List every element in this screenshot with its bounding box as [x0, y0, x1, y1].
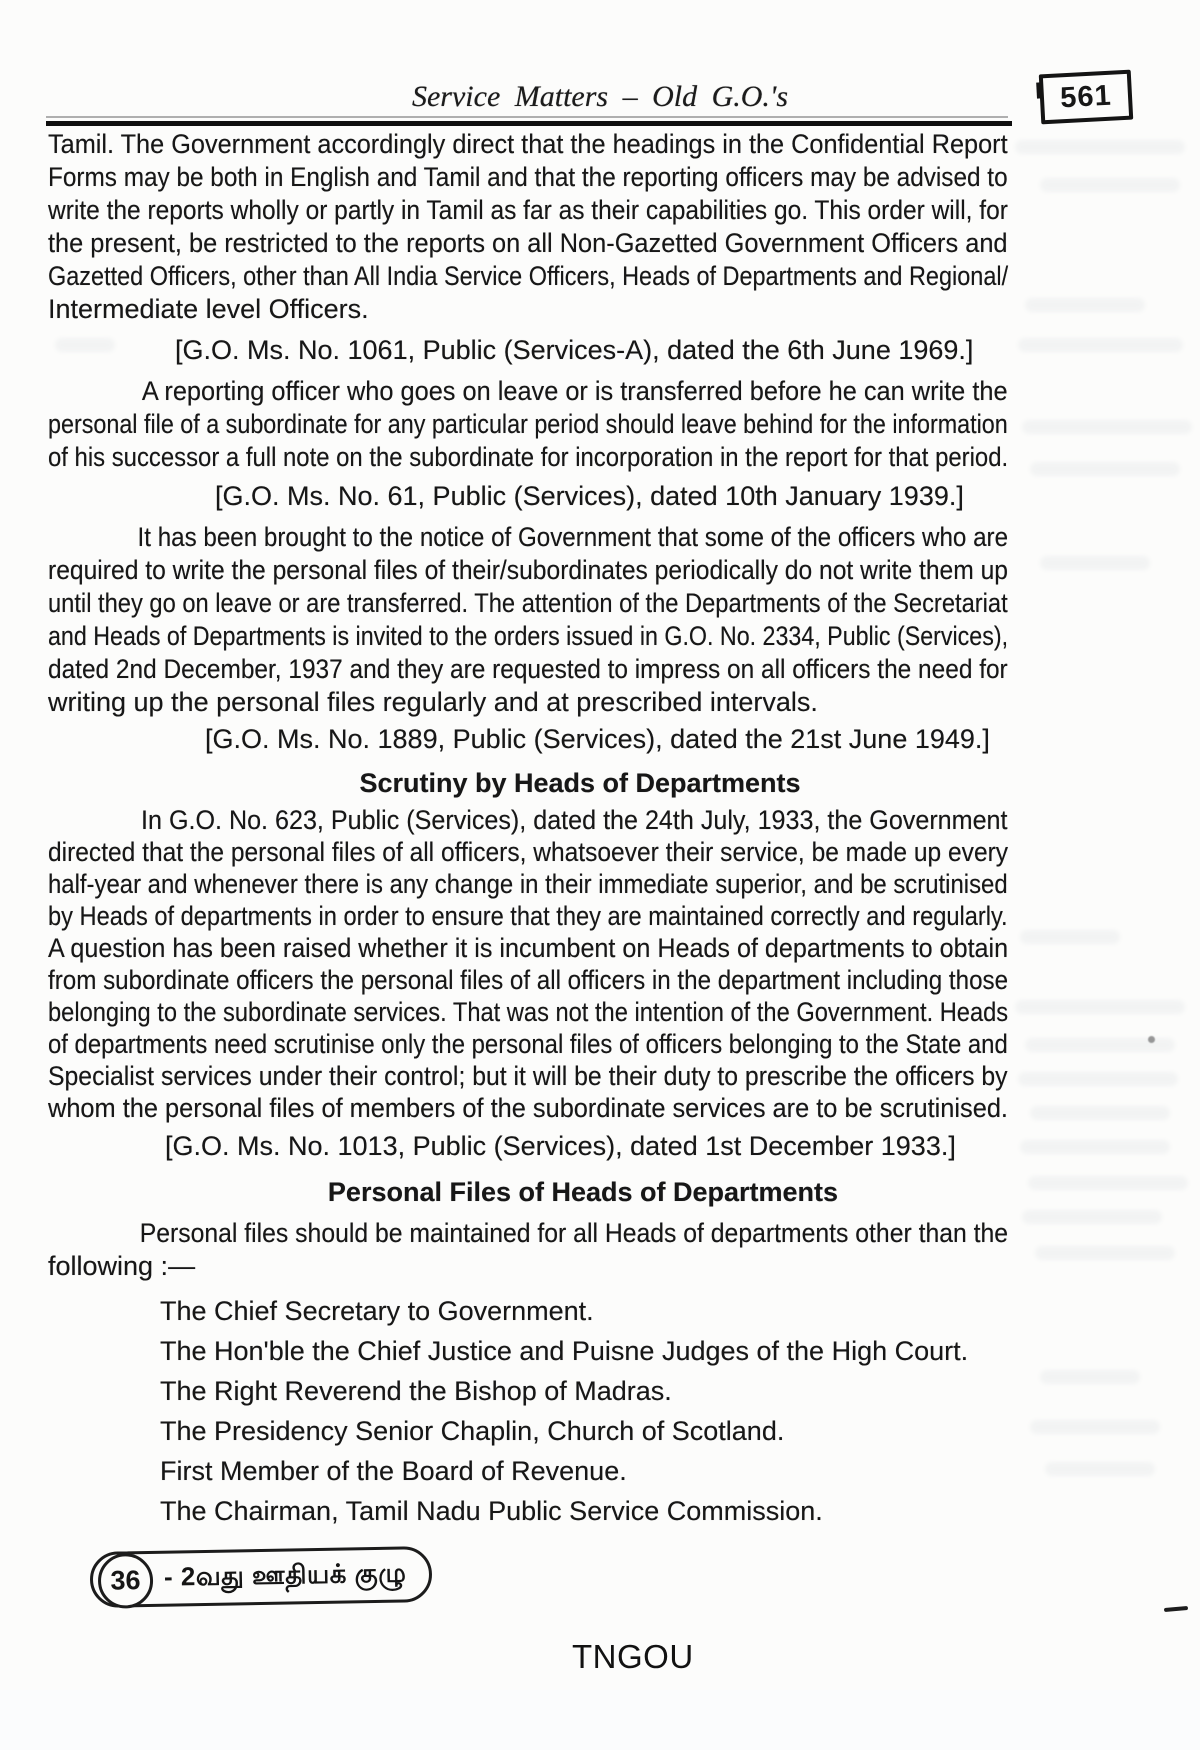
scan-artifact: [1025, 298, 1145, 312]
scan-artifact: [1040, 178, 1180, 192]
list-item-senior-chaplin: The Presidency Senior Chaplin, Church of Scotland.: [160, 1416, 785, 1446]
scan-artifact: [1018, 1072, 1178, 1086]
scan-artifact: [1148, 1036, 1155, 1043]
scan-artifact: [1020, 1140, 1170, 1154]
page-title: Service Matters – Old G.O.'s: [411, 80, 789, 113]
header-rule: [46, 121, 1012, 126]
list-item-chief-justice: The Hon'ble the Chief Justice and Puisne Judges of the High Court.: [160, 1336, 969, 1366]
scan-artifact: [1030, 1420, 1160, 1434]
scan-artifact: [1015, 140, 1185, 154]
go-citation-1889: [G.O. Ms. No. 1889, Public (Services), dated the 21st June 1949.]: [205, 724, 990, 754]
scan-artifact: [1035, 1246, 1175, 1260]
page-number-stamp: [1039, 70, 1133, 125]
go-citation-1061: [G.O. Ms. No. 1061, Public (Services-A), dated the 6th June 1969.]: [175, 335, 974, 365]
paragraph-maintained-for-all: Personal files should be maintained for all Heads of departments other than the following :—: [48, 1218, 1009, 1281]
list-item-chief-secretary: The Chief Secretary to Government.: [160, 1296, 594, 1326]
section-heading-personal-files: Personal Files of Heads of Departments: [327, 1177, 839, 1207]
paragraph-tamil-reports: Tamil. The Government accordingly direct that the headings in the Confidential Report Forms may be both in English and Tamil and that the reporting officers may be advised to write the reports wholly or partly in Tamil as far as their capabilities go. This order will, for the present, be restricted to the reports on all Non-Gazetted Government Officers and Gazetted Officers, other than All India Service Officers, Heads of Departments and Regional/ Intermediate level Officers.: [48, 129, 1009, 324]
margin-dash-mark: [1164, 1606, 1188, 1612]
scan-artifact: [1020, 930, 1120, 944]
scan-artifact: [1045, 1462, 1155, 1476]
pay-commission-stamp: [90, 1546, 433, 1608]
list-item-bishop-madras: The Right Reverend the Bishop of Madras.: [160, 1376, 672, 1406]
page-body: [48, 128, 1008, 1528]
scan-artifact: [1022, 1210, 1162, 1224]
paragraph-personal-files-notice: It has been brought to the notice of Government that some of the officers who are required to write the personal files of their/subordinates periodically do not write them up until they go on leave or are transferred. The attention of the Departments of the Secretariat and Heads of Departments is invited to the orders issued in G.O. No. 2334, Public (Services), dated 2nd December, 1937 and they are requested to impress on all officers the need for writing up the personal files regularly and at prescribed intervals.: [48, 522, 1009, 717]
stamp-volume-number: 36: [110, 1565, 141, 1596]
go-citation-1013: [G.O. Ms. No. 1013, Public (Services), dated 1st December 1933.]: [165, 1131, 956, 1161]
scan-artifact: [1040, 556, 1150, 570]
scan-artifact: [1028, 1176, 1188, 1190]
paragraph-reporting-officer: A reporting officer who goes on leave or is transferred before he can write the personal file of a subordinate for any particular period should leave behind for the information of his successor a full note on the subordinate for incorporation in the report for that period.: [48, 376, 1009, 472]
list-item-board-revenue: First Member of the Board of Revenue.: [160, 1456, 627, 1486]
paragraph-scrutiny-details: In G.O. No. 623, Public (Services), dated the 24th July, 1933, the Government directed that the personal files of all officers, whatsoever their service, be made up every half-year and whenever there is any change in their immediate superior, and be scrutinised by Heads of departments in order to ensure that they are maintained correctly and regularly. A question has been raised whether it is incumbent on Heads of departments to obtain from subordinate officers the personal files of all officers in the department including those belonging to the subordinate services. That was not the intention of the Government. Heads of departments need scrutinise only the personal files of officers belonging to the State and Specialist services under their control; but it will be their duty to prescribe the officers by whom the personal files of members of the subordinate services are to be scrutinised.: [48, 805, 1009, 1123]
scan-edge-strip: [0, 1690, 1200, 1750]
header-rule-shadow: [46, 116, 1008, 118]
go-citation-61: [G.O. Ms. No. 61, Public (Services), dated 10th January 1939.]: [215, 481, 964, 511]
scan-artifact: [1040, 1370, 1140, 1384]
list-item-tnpsc-chairman: The Chairman, Tamil Nadu Public Service Commission.: [160, 1496, 823, 1526]
page-number: 561: [1059, 79, 1113, 114]
section-heading-scrutiny: Scrutiny by Heads of Departments: [359, 768, 801, 798]
scan-artifact: [55, 338, 115, 352]
watermark-text: TNGOU: [572, 1638, 694, 1675]
stamp-label: - 2வது ஊதியக் குழு: [163, 1557, 407, 1592]
scan-artifact: [1018, 338, 1183, 352]
scan-artifact: [1030, 1106, 1170, 1120]
scan-artifact: [1015, 1000, 1185, 1014]
scan-artifact: [1022, 420, 1192, 434]
scan-artifact: [1030, 462, 1180, 476]
